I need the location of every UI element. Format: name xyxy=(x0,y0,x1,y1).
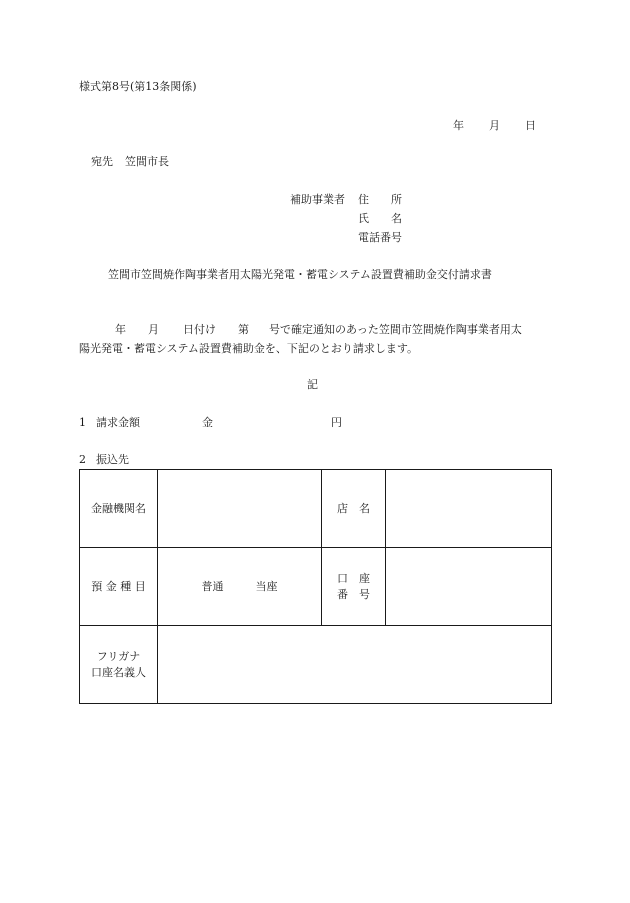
body-rest: 号で確定通知のあった笠間市笠間焼作陶事業者用太 xyxy=(269,323,522,336)
account-holder-label: 口座名義人 xyxy=(91,665,146,679)
branch-label: 店 名 xyxy=(322,470,386,548)
deposit-type-options[interactable] xyxy=(158,548,322,626)
date-day-label: 日 xyxy=(525,119,536,132)
addressee-name: 笠間市長 xyxy=(125,155,169,168)
bank-name-label: 金融機関名 xyxy=(80,470,158,548)
document-title: 笠間市笠間焼作陶事業者用太陽光発電・蓄電システム設置費補助金交付請求書 xyxy=(108,268,492,281)
account-number-label-line1: 口 座 xyxy=(337,571,370,585)
applicant-role-label: 補助事業者 xyxy=(290,193,345,206)
addressee xyxy=(91,155,169,169)
item1-number: 1 xyxy=(79,416,86,429)
applicant-name-label: 氏 名 xyxy=(358,212,402,225)
body-line-2: 陽光発電・蓄電システム設置費補助金を、下記のとおり請求します。 xyxy=(79,342,419,355)
body-dated: 日付け xyxy=(183,323,216,336)
date-year-label: 年 xyxy=(453,119,464,132)
account-number-field[interactable] xyxy=(386,548,552,626)
item2-label: 振込先 xyxy=(96,453,129,466)
account-holder-field[interactable] xyxy=(158,626,552,704)
deposit-type-label: 預 金 種 目 xyxy=(80,548,158,626)
applicant-phone-label: 電話番号 xyxy=(358,231,402,244)
bank-table xyxy=(79,469,552,704)
item-transfer-destination xyxy=(79,453,129,467)
body-year: 年 xyxy=(115,323,126,336)
date-line xyxy=(453,119,536,133)
ki-heading: 記 xyxy=(307,378,318,391)
bank-name-field[interactable] xyxy=(158,470,322,548)
item1-kin: 金 xyxy=(202,416,213,429)
item-request-amount xyxy=(79,416,140,430)
body-month: 月 xyxy=(148,323,159,336)
table-row xyxy=(80,470,552,548)
table-row xyxy=(80,548,552,626)
form-number: 様式第8号(第13条関係) xyxy=(79,80,197,93)
item1-label: 請求金額 xyxy=(96,416,140,429)
item2-number: 2 xyxy=(79,453,86,466)
account-number-label xyxy=(322,548,386,626)
furigana-label: フリガナ xyxy=(96,649,141,663)
addressee-prefix: 宛先 xyxy=(91,155,113,168)
applicant-address-label: 住 所 xyxy=(358,193,402,206)
holder-label xyxy=(80,626,158,704)
branch-field[interactable] xyxy=(386,470,552,548)
table-row xyxy=(80,626,552,704)
body-no: 第 xyxy=(238,323,249,336)
deposit-option-current[interactable]: 当座 xyxy=(255,579,278,593)
account-number-label-line2: 番 号 xyxy=(337,587,370,601)
item1-yen: 円 xyxy=(331,416,342,429)
date-month-label: 月 xyxy=(489,119,500,132)
deposit-option-ordinary[interactable]: 普通 xyxy=(201,579,224,593)
body-line-1 xyxy=(115,323,522,337)
